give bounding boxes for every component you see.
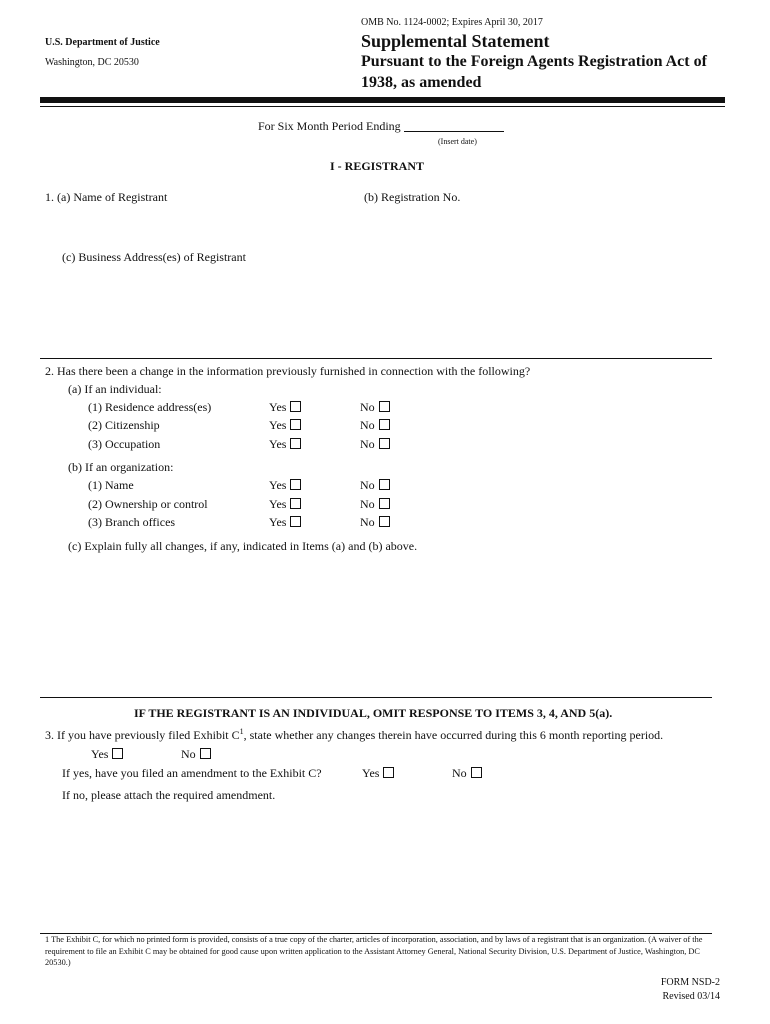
residence-no-checkbox[interactable]	[379, 401, 390, 412]
change-question: 2. Has there been a change in the information previously furnished in connection with the following?	[45, 364, 531, 378]
amendment-note: If no, please attach the required amendment.	[62, 788, 276, 802]
individual-label: (a) If an individual:	[68, 382, 162, 396]
ownership-no-checkbox[interactable]	[379, 498, 390, 509]
omb-number: OMB No. 1124-0002; Expires April 30, 2017	[361, 17, 543, 28]
ownership-no: No	[360, 497, 390, 512]
occupation-yes: Yes	[269, 437, 301, 452]
form-title-line3: 1938, as amended	[361, 74, 482, 91]
form-number: FORM NSD-2	[660, 977, 720, 988]
period-date-field[interactable]	[404, 119, 504, 132]
header-thin-rule	[40, 106, 725, 107]
section-divider-1	[40, 358, 712, 359]
branch-yes-checkbox[interactable]	[290, 516, 301, 527]
citizenship-yes: Yes	[269, 418, 301, 433]
branch-yes: Yes	[269, 515, 301, 530]
registration-number-label: (b) Registration No.	[364, 190, 461, 204]
footnote-text: The Exhibit C, for which no printed form is provided, consists of a true copy of the charter, articles of incorporation, association, and by laws of a registrant that is an organization. (A waiver of the requirement to file an Exhibit C may be obtained for good cause upon written application to the Assistant Attorney General, National Security Division, U.S. Department of Justice, Washington, DC 20530.)	[45, 935, 703, 967]
branch-no-checkbox[interactable]	[379, 516, 390, 527]
ownership-yes-checkbox[interactable]	[290, 498, 301, 509]
amendment-yes: Yes	[362, 766, 394, 781]
form-title-line2: Pursuant to the Foreign Agents Registration Act of	[361, 53, 707, 70]
individual-omit-notice: IF THE REGISTRANT IS AN INDIVIDUAL, OMIT RESPONSE TO ITEMS 3, 4, AND 5(a).	[134, 706, 613, 720]
footnote-number: 1	[45, 935, 50, 944]
org-name-yes-checkbox[interactable]	[290, 479, 301, 490]
footnote	[45, 934, 720, 969]
individual-item-residence: (1) Residence address(es)	[88, 400, 212, 414]
section-registrant-heading: I - REGISTRANT	[330, 159, 425, 173]
amendment-no: No	[452, 766, 482, 781]
org-name-no: No	[360, 478, 390, 493]
org-name-yes: Yes	[269, 478, 301, 493]
occupation-no: No	[360, 437, 390, 452]
individual-item-citizenship: (2) Citizenship	[88, 418, 160, 432]
individual-item-occupation: (3) Occupation	[88, 437, 161, 451]
exhibit-c-yes: Yes	[91, 747, 123, 762]
organization-item-ownership: (2) Ownership or control	[88, 497, 208, 511]
period-label: For Six Month Period Ending	[258, 119, 401, 133]
header-thick-rule	[40, 97, 725, 103]
residence-yes-checkbox[interactable]	[290, 401, 301, 412]
agency-name: U.S. Department of Justice	[45, 37, 160, 48]
agency-city: Washington, DC 20530	[45, 57, 139, 68]
residence-no: No	[360, 400, 390, 415]
occupation-no-checkbox[interactable]	[379, 438, 390, 449]
citizenship-no: No	[360, 418, 390, 433]
business-address-label: (c) Business Address(es) of Registrant	[62, 250, 246, 264]
amendment-yes-checkbox[interactable]	[383, 767, 394, 778]
form-revised: Revised 03/14	[662, 991, 720, 1002]
org-name-no-checkbox[interactable]	[379, 479, 390, 490]
citizenship-yes-checkbox[interactable]	[290, 419, 301, 430]
exhibit-c-no: No	[181, 747, 211, 762]
amendment-no-checkbox[interactable]	[471, 767, 482, 778]
registrant-name-label: 1. (a) Name of Registrant	[45, 190, 168, 204]
ownership-yes: Yes	[269, 497, 301, 512]
form-title-line1: Supplemental Statement	[361, 31, 550, 51]
explain-changes-label: (c) Explain fully all changes, if any, indicated in Items (a) and (b) above.	[68, 539, 418, 553]
branch-no: No	[360, 515, 390, 530]
section-divider-2	[40, 697, 712, 698]
organization-item-name: (1) Name	[88, 478, 134, 492]
period-hint: (Insert date)	[438, 137, 477, 146]
organization-label: (b) If an organization:	[68, 460, 174, 474]
occupation-yes-checkbox[interactable]	[290, 438, 301, 449]
period-row	[258, 119, 504, 134]
exhibit-c-question: 3. If you have previously filed Exhibit $C^1$, state whether any changes therein have occurred during this 6 month reporting period.	[45, 727, 664, 742]
citizenship-no-checkbox[interactable]	[379, 419, 390, 430]
organization-item-branch: (3) Branch offices	[88, 515, 176, 529]
exhibit-c-no-checkbox[interactable]	[200, 748, 211, 759]
amendment-question: If yes, have you filed an amendment to the Exhibit C?	[62, 766, 322, 780]
exhibit-c-yes-checkbox[interactable]	[112, 748, 123, 759]
residence-yes: Yes	[269, 400, 301, 415]
